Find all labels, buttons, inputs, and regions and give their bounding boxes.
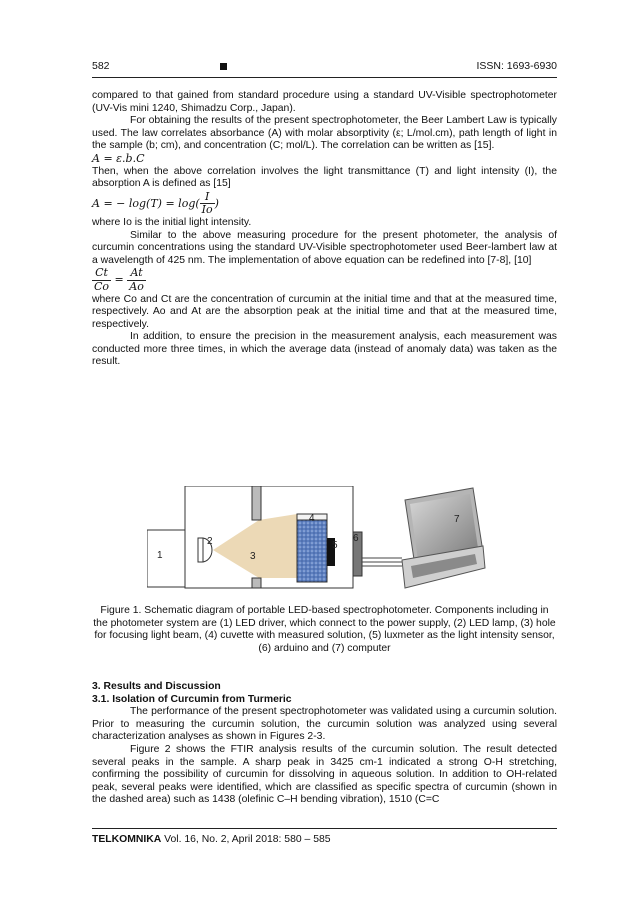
header-rule (92, 77, 557, 78)
paragraph: compared to that gained from standard procedure using a standard UV-Visible spectrophotometer (UV-Vis mini 1240, Shimadzu Corp., Japan). (92, 90, 557, 114)
figure-label: 3 (250, 551, 256, 562)
cuvette (297, 520, 327, 582)
figure-label: 5 (332, 540, 338, 551)
results-section (92, 681, 557, 807)
equation-ratio: $\frac{Ct}{Co}$ = $\frac{At}{Ao}$ (94, 266, 144, 293)
paragraph: where Co and Ct are the concentration of curcumin at the initial time and that at the measured time, respectively. Ao and At are the absorption peak at the initial time and that at the measured time, respectively. (92, 293, 557, 330)
header-square-icon (220, 63, 227, 70)
figure-label: 4 (309, 513, 315, 524)
equation-absorption: A = − log(T) = log( $\frac{I}{Io}$ ) (92, 189, 219, 217)
figure-label: 2 (207, 536, 213, 547)
led-driver-box (147, 530, 185, 587)
figure-label: 1 (157, 550, 163, 561)
figure-label: 7 (454, 514, 460, 525)
figure-caption: Figure 1. Schematic diagram of portable LED-based spectrophotometer. Components including in the photometer system are (1) LED driver, which connect to the power supply, (2) LED lamp, (3) hole for focusing light beam, (4) cuvette with measured solution, (5) luxmeter as the light intensity sensor, (6) arduino and (7) computer (93, 605, 556, 654)
journal-name: TELKOMNIKA (92, 834, 162, 845)
paragraph: Then, when the above correlation involves the light transmittance (T) and light intensity (I), the absorption A is defined as [15] (92, 165, 557, 190)
footer-rule (92, 828, 557, 829)
equation-beer-lambert: A = ε.b.C (92, 151, 145, 165)
citation: Vol. 16, No. 2, April 2018: 580 – 585 (164, 834, 331, 845)
paragraph: For obtaining the results of the present spectrophotometer, the Beer Lambert Law is typically used. The law correlates absorbance (A) with molar absorptivity (ε; L/mol.cm), path length of light in the sample (b; cm), and concentration (C; mol/L). The correlation can be written as [15]. (92, 115, 557, 152)
issn: ISSN: 1693-6930 (476, 60, 557, 72)
subsection-heading: 3.1. Isolation of Curcumin from Turmeric (92, 693, 292, 705)
figure-label: 6 (353, 533, 359, 544)
light-beam-2 (259, 514, 297, 578)
running-header (92, 60, 557, 76)
paragraph: Figure 2 shows the FTIR analysis results of the curcumin solution. The result detected several peaks in the sample. A sharp peak in 3425 cm-1 indicated a strong O-H stretching, confirming the possibility of curcumin for dissolving in aqueous solution. In addition to OH-related peak, several peaks were identified, which are classified as specific spectra of curcumin (shown in the dashed area) such as 1438 (olefinic C–H bending vibration), 1510 (C=C (92, 743, 557, 806)
cable (362, 558, 402, 566)
section-heading: 3. Results and Discussion (92, 681, 221, 692)
hole-plate-bottom (252, 578, 261, 588)
page-number: 582 (92, 60, 110, 72)
running-footer (92, 834, 331, 845)
paragraph: Similar to the above measuring procedure for the present photometer, the analysis of curcumin concentrations using the standard UV-Visible spectrophotometer used Beer-lambert law at a wavelength of 425 nm. The implementation of above equation can be redefined into [7-8], [10] (92, 229, 557, 266)
hole-plate-top (252, 486, 261, 520)
paragraph: In addition, to ensure the precision in the measurement analysis, each measurement was conducted more three times, in which the average data (instead of anomaly data) was taken as the result. (92, 331, 557, 368)
spectrophotometer-diagram (147, 486, 487, 598)
paragraph: where Io is the initial light intensity. (92, 216, 252, 228)
laptop-computer (402, 488, 485, 588)
paragraph: The performance of the present spectrophotometer was validated using a curcumin solution. Prior to measuring the curcumin solution, the curcumin solution was analyzed using several characterization analyses as shown in Figures 2-3. (92, 706, 557, 743)
body-text (92, 90, 557, 369)
